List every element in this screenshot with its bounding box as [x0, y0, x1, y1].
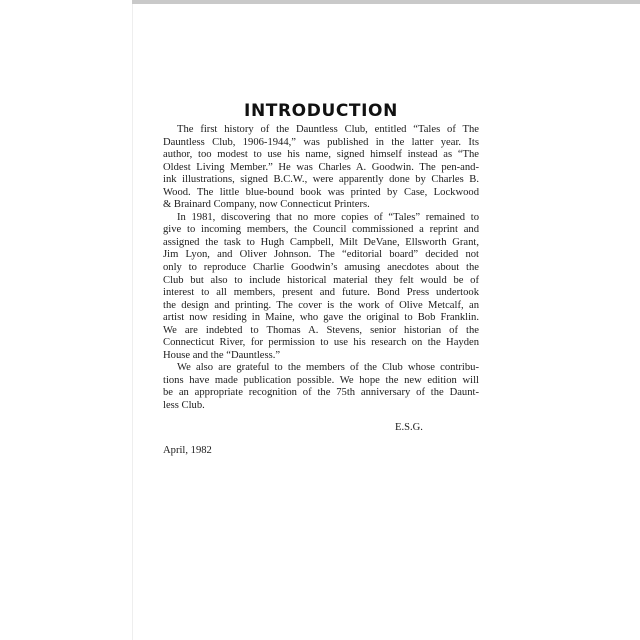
paragraph-line: Wood. The little blue-bound book was printed by Case, Lockwood [163, 186, 479, 198]
paragraph-line: House and the “Dauntless.” [163, 349, 281, 361]
paragraph-line: artist now residing in Maine, who gave the original to Bob Franklin. [163, 312, 479, 324]
paragraph-line: give to incoming members, the Council commissioned a reprint and [163, 224, 479, 236]
paragraph-line: Oldest Living Member.” He was Charles A. Goodwin. The pen-and- [163, 161, 479, 173]
document-date: April, 1982 [163, 444, 212, 456]
introduction-text-block [163, 100, 479, 457]
paragraph-line: author, too modest to use his name, signed himself instead as “The [163, 149, 479, 161]
paragraph-line: tions have made publication possible. We hope the new edition will [163, 374, 479, 386]
paragraph-line: We are indebted to Thomas A. Stevens, senior historian of the [163, 324, 479, 336]
paragraph-line: less Club. [163, 400, 205, 412]
paragraph-line: the design and printing. The cover is the work of Olive Metcalf, an [163, 299, 479, 311]
paragraph-line: In 1981, discovering that no more copies of “Tales” remained to [177, 211, 479, 223]
paragraph [163, 212, 479, 363]
paragraph-line: Connecticut River, for permission to use his research on the Hayden [163, 337, 479, 349]
paragraph-line: Jim Lyon, and Oliver Johnson. The “editorial board” decided not [163, 249, 479, 261]
paragraph [163, 124, 479, 212]
paragraph-line: Club but also to include historical material they felt would be of [163, 274, 479, 286]
paragraph-line: be an appropriate recognition of the 75th anniversary of the Daunt- [163, 387, 479, 399]
page-title: INTRODUCTION [244, 101, 398, 121]
paragraph [163, 362, 479, 412]
paragraph-line: ink illustrations, signed B.C.W., were apparently done by Charles B. [163, 174, 479, 186]
paragraph-line: We also are grateful to the members of the Club whose contribu- [177, 362, 479, 374]
paragraph-line: The first history of the Dauntless Club, entitled “Tales of The [177, 124, 479, 135]
paragraph-line: assigned the task to Hugh Campbell, Milt DeVane, Ellsworth Grant, [163, 236, 479, 248]
book-page [132, 4, 640, 640]
paragraph-line: only to reproduce Charlie Goodwin’s amusing anecdotes about the [163, 262, 479, 274]
body-paragraphs [163, 124, 479, 413]
paragraph-line: interest to all members, present and future. Bond Press undertook [163, 287, 479, 299]
paragraph-line: Dauntless Club, 1906-1944,” was published in the latter year. Its [163, 136, 479, 148]
author-initials: E.S.G. [395, 421, 423, 433]
paragraph-line: & Brainard Company, now Connecticut Printers. [163, 199, 370, 211]
